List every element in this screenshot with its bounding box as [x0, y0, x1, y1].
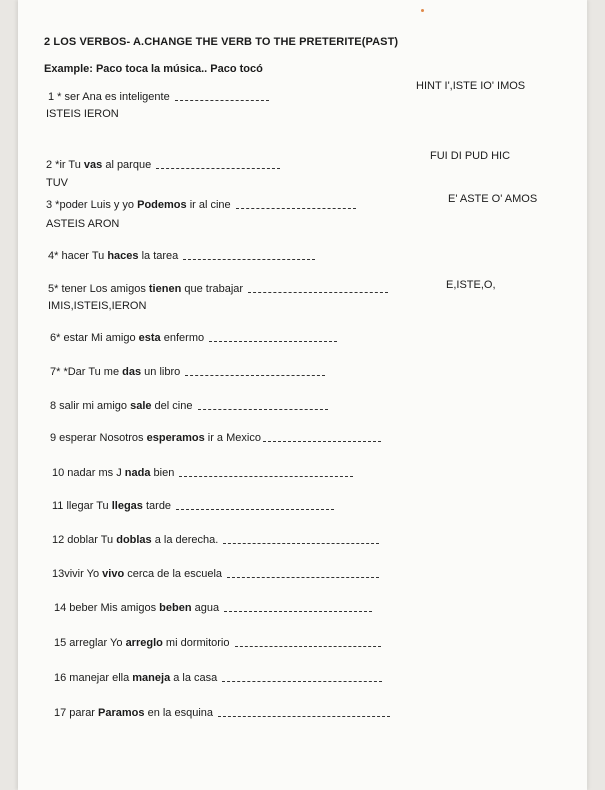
item-verb: esperamos — [146, 432, 205, 444]
hint-2: FUI DI PUD HIC — [430, 150, 511, 162]
item-verb: tienen — [148, 283, 182, 295]
item-text: 3 *poder Luis y yo — [46, 199, 138, 211]
hint-3-cont: ASTEIS ARON — [46, 218, 120, 230]
item-text: 1 * ser Ana es inteligente — [48, 91, 173, 103]
worksheet-page — [18, 0, 587, 790]
answer-blank[interactable] — [198, 403, 328, 410]
item-text: 15 arreglar Yo — [54, 637, 126, 649]
item-text: 16 manejar ella — [54, 672, 133, 684]
item-text: 9 esperar Nosotros — [50, 432, 147, 444]
hint-1-cont: ISTEIS IERON — [46, 108, 119, 120]
item-1 — [48, 91, 269, 104]
worksheet-title: 2 LOS VERBOS- A.CHANGE THE VERB TO THE PRETERITE(PAST) — [44, 36, 399, 48]
item-text: 13vivir Yo — [52, 568, 103, 580]
item-text: un libro — [141, 366, 184, 378]
item-verb: vivo — [102, 568, 125, 580]
ink-dot — [421, 9, 424, 12]
item-17 — [54, 707, 390, 720]
item-text: ir al cine — [186, 199, 234, 211]
item-text: cerca de la escuela — [124, 568, 226, 580]
item-verb: maneja — [132, 672, 171, 684]
item-text: al parque — [102, 159, 155, 171]
item-text: mi dormitorio — [162, 637, 233, 649]
item-14 — [54, 602, 372, 615]
item-text: 17 parar — [54, 707, 99, 719]
hint-5: E,ISTE,O, — [446, 279, 496, 291]
item-13 — [52, 568, 379, 581]
answer-blank[interactable] — [185, 369, 325, 376]
item-verb: nada — [124, 467, 151, 479]
item-8 — [50, 400, 328, 413]
item-11 — [52, 500, 334, 513]
answer-blank[interactable] — [218, 710, 390, 717]
answer-blank[interactable] — [209, 335, 337, 342]
item-verb: doblas — [116, 534, 152, 546]
item-text: bien — [150, 467, 178, 479]
item-text: 5* tener Los amigos — [48, 283, 149, 295]
hint-3: E' ASTE O' AMOS — [448, 193, 538, 205]
item-text: en la esquina — [144, 707, 217, 719]
item-7 — [50, 366, 325, 379]
item-text: del cine — [151, 400, 196, 412]
item-text: 8 salir mi amigo — [50, 400, 131, 412]
item-10 — [52, 467, 353, 480]
item-text: 11 llegar Tu — [52, 500, 112, 512]
item-text: 12 doblar Tu — [52, 534, 117, 546]
item-verb: Paramos — [98, 707, 145, 719]
answer-blank[interactable] — [223, 537, 379, 544]
item-text: que trabajar — [181, 283, 247, 295]
item-text: 14 beber Mis amigos — [54, 602, 160, 614]
item-15 — [54, 637, 381, 650]
item-text: 2 *ir Tu — [46, 159, 84, 171]
item-text: 6* estar Mi amigo — [50, 332, 139, 344]
item-3 — [46, 199, 356, 212]
item-text: a la casa — [170, 672, 221, 684]
answer-blank[interactable] — [224, 605, 372, 612]
answer-blank[interactable] — [235, 640, 381, 647]
hint-1: HINT I',ISTE IO' IMOS — [416, 80, 526, 92]
item-verb: Podemos — [137, 199, 187, 211]
hint-5-cont: IMIS,ISTEIS,IERON — [48, 300, 147, 312]
answer-blank[interactable] — [179, 470, 353, 477]
item-6 — [50, 332, 337, 345]
answer-blank[interactable] — [236, 202, 356, 209]
answer-blank[interactable] — [156, 162, 280, 169]
item-2 — [46, 159, 280, 172]
item-text: a la derecha. — [151, 534, 222, 546]
item-verb: vas — [83, 159, 103, 171]
item-12 — [52, 534, 379, 547]
example-line: Example: Paco toca la música.. Paco tocó — [44, 63, 263, 75]
item-verb: das — [122, 366, 142, 378]
answer-blank[interactable] — [183, 253, 315, 260]
item-text: tarde — [142, 500, 175, 512]
answer-blank[interactable] — [176, 503, 334, 510]
item-text: ir a Mexico — [204, 432, 261, 444]
item-verb: arreglo — [125, 637, 163, 649]
answer-blank[interactable] — [175, 94, 269, 101]
answer-blank[interactable] — [227, 571, 379, 578]
item-text: la tarea — [138, 250, 182, 262]
hint-2-cont: TUV — [46, 177, 68, 189]
item-text: 7* *Dar Tu me — [50, 366, 123, 378]
item-text: enfermo — [160, 332, 208, 344]
item-text: 10 nadar ms J — [52, 467, 125, 479]
answer-blank[interactable] — [248, 286, 388, 293]
item-4 — [48, 250, 315, 263]
item-5 — [48, 283, 388, 296]
item-verb: beben — [159, 602, 192, 614]
item-verb: haces — [107, 250, 139, 262]
item-16 — [54, 672, 382, 685]
item-text: 4* hacer Tu — [48, 250, 108, 262]
answer-blank[interactable] — [263, 435, 381, 442]
item-9 — [50, 432, 381, 445]
item-verb: llegas — [111, 500, 143, 512]
item-text: agua — [191, 602, 223, 614]
item-verb: sale — [130, 400, 152, 412]
item-verb: esta — [138, 332, 161, 344]
answer-blank[interactable] — [222, 675, 382, 682]
